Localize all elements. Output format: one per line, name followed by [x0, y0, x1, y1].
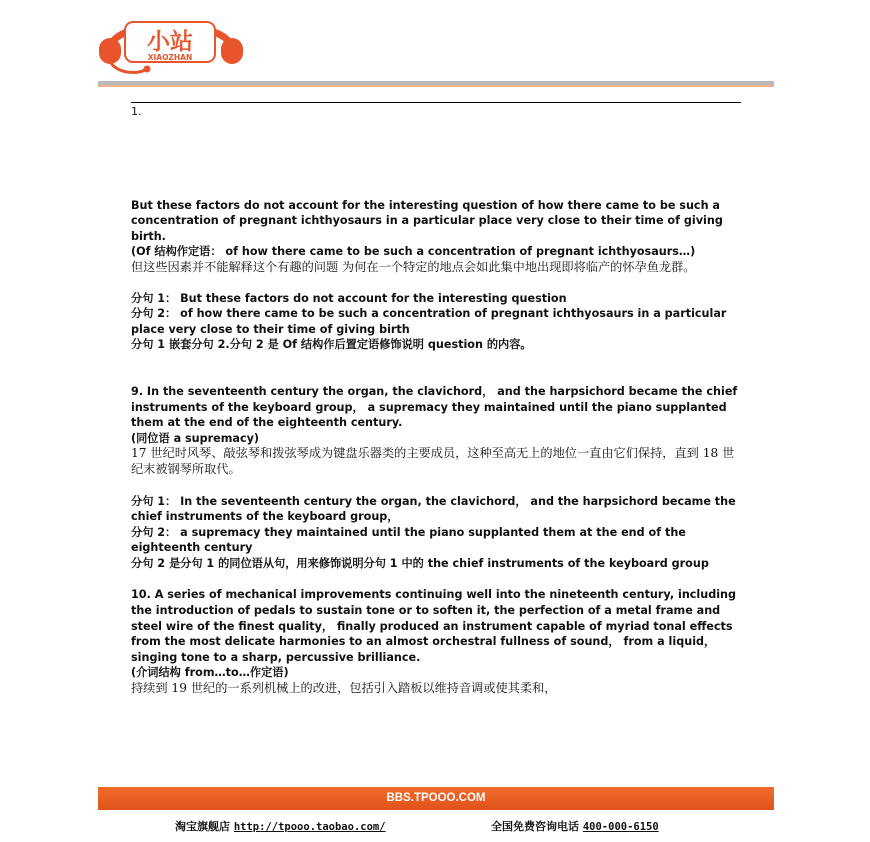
document-body: [131, 104, 743, 697]
p9-clause-2: 分句 2： a supremacy they maintained until the piano supplanted them at the end of the eighteenth century: [131, 525, 686, 555]
p10-translation: 持续到 19 世纪的一系列机械上的改进，包括引入踏板以维持音调或使其柔和，: [131, 681, 557, 696]
footer-hotline: [491, 818, 659, 834]
item-number-1: 1.: [131, 105, 142, 118]
p9-english: 9. In the seventeenth century the organ, the clavichord， and the harpsichord became the chief instruments of the keyboard group， a supremacy they maintained until the piano supplanted them at the end of the eighteenth century.: [131, 384, 738, 430]
section-divider: [131, 102, 741, 103]
footer-site-link[interactable]: BBS.TPOOO.COM: [386, 792, 486, 804]
p9-clause-analysis: 分句 2 是分句 1 的同位语从句，用来修饰说明分句 1 中的 the chief instruments of the keyboard group: [131, 556, 709, 570]
p1-clause-analysis: 分句 1 嵌套分句 2.分句 2 是 Of 结构作后置定语修饰说明 question 的内容。: [131, 338, 532, 352]
hotline-number: 400-000-6150: [582, 821, 659, 833]
p1-clause-1: 分句 1： But these factors do not account for the interesting question: [131, 291, 567, 305]
p9-translation: 17 世纪时风琴、敲弦琴和拨弦琴成为键盘乐器类的主要成员，这种至高无上的地位一直由它们保持，直到 18 世纪末被钢琴所取代。: [131, 446, 735, 476]
p1-note: (Of 结构作定语： of how there came to be such a concentration of pregnant ichthyosaurs…): [131, 245, 696, 259]
p9-note: (同位语 a supremacy): [131, 431, 259, 445]
p10-english: 10. A series of mechanical improvements continuing well into the nineteenth century, including the introduction of pedals to sustain tone or to soften it, the perfection of a metal frame and steel wire of the finest quality， finally produced an instrument capable of myriad tonal effects from the most delicate harmonies to an almost orchestral fullness of sound， from a liquid， singing tone to a sharp, percussive brilliance.: [131, 588, 737, 664]
p1-clause-2: 分句 2： of how there came to be such a concentration of pregnant ichthyosaurs in a particular place very close to their time of giving birth: [131, 307, 727, 336]
footer-shop: [175, 818, 386, 834]
logo-graphic: [97, 8, 245, 76]
hotline-label: 全国免费咨询电话: [491, 820, 579, 833]
xiaozhan-logo: [97, 8, 245, 76]
logo-en-text: XIAOZHAN: [147, 53, 193, 62]
p1-translation: 但这些因素并不能解释这个有趣的问题 为何在一个特定的地点会如此集中地出现即将临产的怀孕鱼龙群。: [131, 259, 696, 274]
p10-note: (介词结构 from…to…作定语): [131, 666, 289, 680]
shop-label: 淘宝旗舰店: [175, 820, 230, 833]
header-accent-rule: [98, 85, 774, 87]
logo-cn-text: 小站: [147, 29, 193, 55]
p9-clause-1: 分句 1： In the seventeenth century the organ, the clavichord， and the harpsichord became the chief instruments of the keyboard group，: [131, 494, 736, 524]
shop-url-link[interactable]: http://tpooo.taobao.com/: [233, 821, 386, 833]
footer-site-bar: [98, 787, 774, 810]
p1-english: But these factors do not account for the interesting question of how there came to be such a concentration of pregnant ichthyosaurs in a particular place very close to their time of giving birth.: [131, 198, 723, 243]
